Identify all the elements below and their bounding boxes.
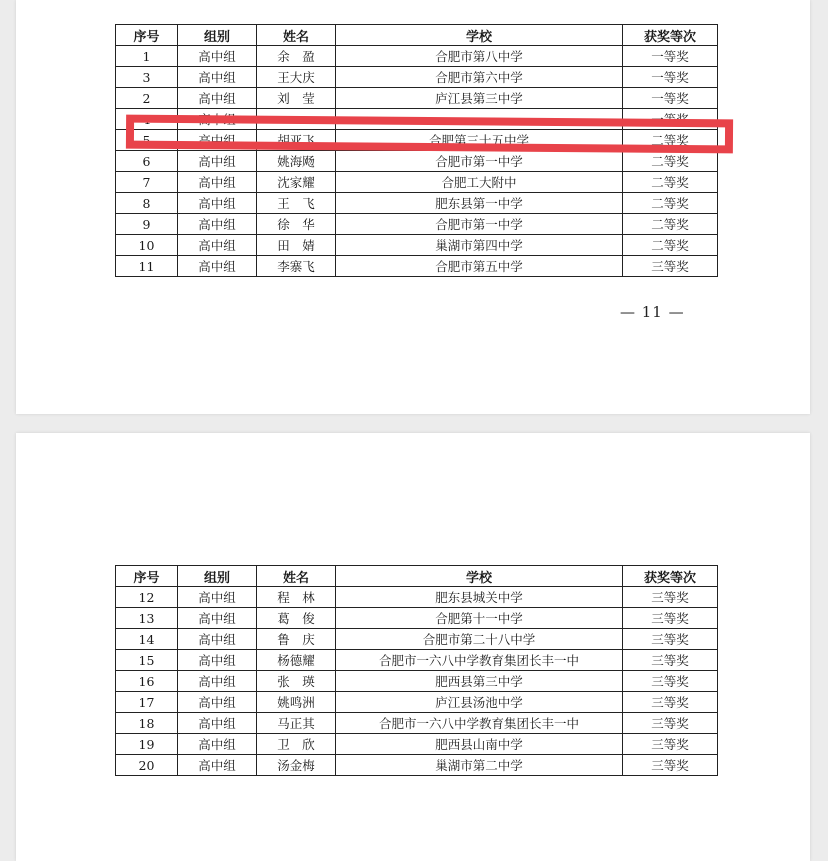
cell-group: 高中组 xyxy=(178,734,257,755)
cell-index: 8 xyxy=(116,193,178,214)
cell-award: 三等奖 xyxy=(623,755,718,776)
cell-index: 14 xyxy=(116,629,178,650)
table-row xyxy=(116,214,718,235)
document-page-1 xyxy=(16,0,810,414)
cell-name: 沈家耀 xyxy=(257,172,336,193)
header-group: 组别 xyxy=(178,25,257,46)
cell-award: 二等奖 xyxy=(623,214,718,235)
cell-school: 庐江县汤池中学 xyxy=(336,692,623,713)
cell-name: 姚鸣洲 xyxy=(257,692,336,713)
table-row xyxy=(116,46,718,67)
header-school: 学校 xyxy=(336,25,623,46)
cell-index: 10 xyxy=(116,235,178,256)
cell-index: 19 xyxy=(116,734,178,755)
cell-award: 三等奖 xyxy=(623,256,718,277)
cell-school: 合肥市第一中学 xyxy=(336,214,623,235)
cell-group: 高中组 xyxy=(178,629,257,650)
cell-award: 二等奖 xyxy=(623,193,718,214)
cell-school: 合肥市第一中学 xyxy=(336,151,623,172)
cell-school: 肥东县第一中学 xyxy=(336,193,623,214)
table-row xyxy=(116,713,718,734)
cell-group: 高中组 xyxy=(178,46,257,67)
cell-name: 田 婧 xyxy=(257,235,336,256)
table-header-row xyxy=(116,566,718,587)
cell-name: 王大庆 xyxy=(257,67,336,88)
page-number: — 11 — xyxy=(620,303,685,321)
cell-group: 高中组 xyxy=(178,67,257,88)
cell-award: 三等奖 xyxy=(623,650,718,671)
header-index: 序号 xyxy=(116,25,178,46)
cell-index: 5 xyxy=(116,130,178,151)
table-row xyxy=(116,256,718,277)
cell-award: 三等奖 xyxy=(623,587,718,608)
table-row xyxy=(116,692,718,713)
cell-group: 高中组 xyxy=(178,755,257,776)
cell-award: 三等奖 xyxy=(623,629,718,650)
table-row xyxy=(116,151,718,172)
cell-index: 18 xyxy=(116,713,178,734)
award-table-page-1 xyxy=(115,24,718,277)
cell-index: 13 xyxy=(116,608,178,629)
cell-group: 高中组 xyxy=(178,587,257,608)
cell-school xyxy=(336,109,623,130)
cell-name: 杨德耀 xyxy=(257,650,336,671)
cell-name: 葛 俊 xyxy=(257,608,336,629)
cell-award: 二等奖 xyxy=(623,235,718,256)
table-body xyxy=(116,46,718,277)
table-row xyxy=(116,608,718,629)
table-body xyxy=(116,587,718,776)
cell-name: 卫 欣 xyxy=(257,734,336,755)
cell-group: 高中组 xyxy=(178,151,257,172)
cell-name: 鲁 庆 xyxy=(257,629,336,650)
cell-school: 合肥市第二十八中学 xyxy=(336,629,623,650)
cell-name: 余 盈 xyxy=(257,46,336,67)
cell-index: 2 xyxy=(116,88,178,109)
cell-index: 9 xyxy=(116,214,178,235)
cell-award: 二等奖 xyxy=(623,172,718,193)
header-award: 获奖等次 xyxy=(623,566,718,587)
cell-index: 12 xyxy=(116,587,178,608)
award-table-page-2 xyxy=(115,565,718,776)
document-page-2 xyxy=(16,433,810,861)
header-group: 组别 xyxy=(178,566,257,587)
cell-name: 程 林 xyxy=(257,587,336,608)
cell-name: 李寨飞 xyxy=(257,256,336,277)
cell-name: 徐 华 xyxy=(257,214,336,235)
cell-award: 一等奖 xyxy=(623,109,718,130)
cell-index: 20 xyxy=(116,755,178,776)
table-row xyxy=(116,671,718,692)
table-row xyxy=(116,88,718,109)
cell-school: 合肥第三十五中学 xyxy=(336,130,623,151)
cell-group: 高中组 xyxy=(178,235,257,256)
cell-name: 姚海飏 xyxy=(257,151,336,172)
table-header-row xyxy=(116,25,718,46)
table-row xyxy=(116,172,718,193)
cell-award: 一等奖 xyxy=(623,88,718,109)
cell-group: 高中组 xyxy=(178,214,257,235)
cell-school: 肥西县第三中学 xyxy=(336,671,623,692)
cell-index: 1 xyxy=(116,46,178,67)
cell-name: 张 瑛 xyxy=(257,671,336,692)
table-row xyxy=(116,193,718,214)
cell-school: 合肥市一六八中学教育集团长丰一中 xyxy=(336,713,623,734)
cell-school: 合肥工大附中 xyxy=(336,172,623,193)
cell-award: 一等奖 xyxy=(623,67,718,88)
cell-school: 合肥市第八中学 xyxy=(336,46,623,67)
header-name: 姓名 xyxy=(257,566,336,587)
cell-name: 汤金梅 xyxy=(257,755,336,776)
table-row xyxy=(116,734,718,755)
table-row xyxy=(116,755,718,776)
cell-group: 高中组 xyxy=(178,713,257,734)
cell-award: 三等奖 xyxy=(623,692,718,713)
cell-name: 胡亚飞 xyxy=(257,130,336,151)
cell-award: 二等奖 xyxy=(623,130,718,151)
cell-name xyxy=(257,109,336,130)
header-school: 学校 xyxy=(336,566,623,587)
table-row xyxy=(116,130,718,151)
cell-index: 6 xyxy=(116,151,178,172)
cell-name: 马正其 xyxy=(257,713,336,734)
cell-school: 肥东县城关中学 xyxy=(336,587,623,608)
cell-group: 高中组 xyxy=(178,671,257,692)
header-name: 姓名 xyxy=(257,25,336,46)
cell-group: 高中组 xyxy=(178,88,257,109)
cell-index: 17 xyxy=(116,692,178,713)
cell-group: 高中组 xyxy=(178,130,257,151)
cell-school: 合肥市一六八中学教育集团长丰一中 xyxy=(336,650,623,671)
cell-school: 合肥市第六中学 xyxy=(336,67,623,88)
header-index: 序号 xyxy=(116,566,178,587)
cell-group: 高中组 xyxy=(178,256,257,277)
cell-name: 王 飞 xyxy=(257,193,336,214)
cell-award: 三等奖 xyxy=(623,713,718,734)
cell-group: 高中组 xyxy=(178,608,257,629)
cell-school: 肥西县山南中学 xyxy=(336,734,623,755)
cell-index: 16 xyxy=(116,671,178,692)
cell-group: 高中组 xyxy=(178,172,257,193)
cell-award: 一等奖 xyxy=(623,46,718,67)
cell-award: 三等奖 xyxy=(623,608,718,629)
cell-group: 高中组 xyxy=(178,193,257,214)
cell-group: 高中组 xyxy=(178,650,257,671)
cell-group: 高中组 xyxy=(178,109,257,130)
table-row xyxy=(116,67,718,88)
cell-index: 4 xyxy=(116,109,178,130)
cell-award: 三等奖 xyxy=(623,671,718,692)
cell-school: 合肥第十一中学 xyxy=(336,608,623,629)
cell-index: 11 xyxy=(116,256,178,277)
table-row xyxy=(116,587,718,608)
cell-index: 3 xyxy=(116,67,178,88)
table-row xyxy=(116,235,718,256)
cell-index: 15 xyxy=(116,650,178,671)
cell-school: 巢湖市第四中学 xyxy=(336,235,623,256)
cell-award: 二等奖 xyxy=(623,151,718,172)
cell-group: 高中组 xyxy=(178,692,257,713)
cell-school: 庐江县第三中学 xyxy=(336,88,623,109)
header-award: 获奖等次 xyxy=(623,25,718,46)
table-row xyxy=(116,109,718,130)
cell-name: 刘 莹 xyxy=(257,88,336,109)
cell-index: 7 xyxy=(116,172,178,193)
cell-school: 巢湖市第二中学 xyxy=(336,755,623,776)
table-row xyxy=(116,650,718,671)
cell-school: 合肥市第五中学 xyxy=(336,256,623,277)
table-row xyxy=(116,629,718,650)
cell-award: 三等奖 xyxy=(623,734,718,755)
